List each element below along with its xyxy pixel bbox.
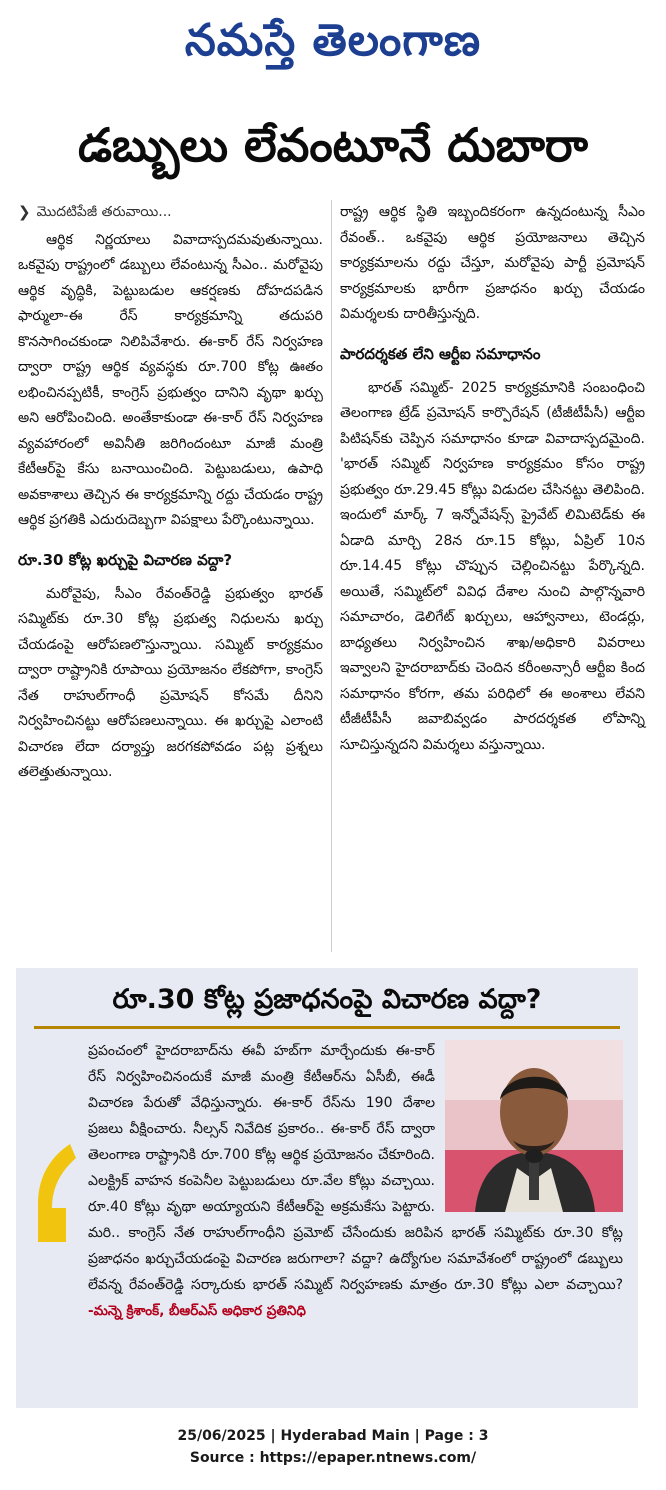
quote-signature: -మన్నె క్రిశాంక్, బీఆర్‌ఎస్ అధికార ప్రతినిధి [88,1303,306,1319]
left-paragraph-2: మరోవైపు, సీఎం రేవంత్‌రెడ్డి ప్రభుత్వం భారత్ సమ్మిట్‌కు రూ.30 కోట్ల ప్రభుత్వ నిధులను ఖర్చు చేయడంపై ఆరోపణలొస్తున్నాయి. సమ్మిట్ కార్యక్రమం ద్వారా రాష్ట్రానికి రూపాయి ప్రయోజనం లేకపోగా, కాంగ్రెస్ నేత రాహుల్‌గాంధీ ప్రమోషన్ కోసమే దీనిని నిర్వహించినట్టు ఆరోపణలున్నాయి. ఈ ఖర్చుపై ఎలాంటి విచారణ లేదా దర్యాప్తు జరగకపోవడం పట్ల ప్రశ్నలు తలెత్తుతున్నాయి. [18,585,323,780]
chevron-right-icon: ❯ [18,203,31,221]
left-subhead: రూ.30 కోట్ల ఖర్చుపై విచారణ వద్దా? [18,550,233,569]
headline: డబ్బులు లేవంటూనే దుబారా [77,118,589,172]
continued-from-front-page [18,200,323,226]
right-paragraph-2: భారత్ సమ్మిట్- 2025 కార్యక్రమానికి సంబంధించి తెలంగాణ ట్రేడ్ ప్రమోషన్ కార్పొరేషన్ (టీజీటీపీసీ) ఆర్టీఐ పిటిషన్‌కు చెప్పిన సమాధానం కూడా వివాదాస్పదమైంది. 'భారత్ సమ్మిట్ నిర్వహణ కార్యక్రమం కోసం రాష్ట్ర ప్రభుత్వం రూ.29.45 కోట్లు విడుదల చేసినట్టు తెలిపింది. ఇందులో మార్క్ 7 ఇన్నోవేషన్స్ ప్రైవేట్ లిమిటెడ్‌కు ఈ ఏడాది మార్చి 28న రూ.15 కోట్లు, ఏప్రిల్ 10న రూ.14.45 కోట్లు చొప్పున చెల్లించినట్టు పేర్కొన్నది. అయితే, సమ్మిట్‌లో వివిధ దేశాల నుంచి పాల్గొన్నవారి సమాచారం, డెలిగేట్ ఖర్చులు, ఆహ్వానాలు, టెండర్లు, బాధ్యతలు నిర్వహించిన శాఖ/అధికారి వివరాలు ఇవ్వాలని హైదరాబాద్‌కు చెందిన కరీంఅన్సారీ ఆర్టీఐ కింద సమాధానం కోరగా, తమ పరిధిలో ఈ అంశాలు లేవని టీజీటీపీసీ జవాబివ్వడం పారదర్శకత లోపాన్ని సూచిస్తున్నదని విమర్శలు వస్తున్నాయి. [340,379,645,753]
masthead-logo: నమస్తే తెలంగాణ [184,15,482,66]
page-footer [0,1425,666,1469]
right-subhead: పారదర్శకత లేని ఆర్టీఐ సమాధానం [340,344,541,363]
article-left-column [18,200,323,796]
column-divider [331,200,332,952]
jump-label: మొదటిపేజీ తరువాయి... [36,204,172,220]
source-line: Source : https://epaper.ntnews.com/ [189,1450,477,1466]
quote-body: ప్రపంచంలో హైదరాబాద్‌ను ఈవీ హబ్‌గా మార్చేందుకు ఈ-కార్ రేస్ నిర్వహించినందుకే మాజీ మంత్రి కేటీఆర్‌ను ఏసీబీ, ఈడీ విచారణ పేరుతో వేధిస్తున్నారు. ఈ-కార్ రేస్‌ను 190 దేశాల ప్రజలు వీక్షించారు. నీల్సన్ నివేదిక ప్రకారం.. ఈ-కార్ రేస్ ద్వారా తెలంగాణ రాష్ట్రానికి రూ.700 కోట్ల ఆర్థిక ప్రయోజనం చేకూరింది. ఎలక్ట్రిక్ వాహన కంపెనీల పెట్టుబడులు రూ.వేల కోట్లు వచ్చాయి. రూ.40 కోట్లు వృథా అయ్యాయని కేటీఆర్‌పై అక్రమకేసు పెట్టారు. మరి.. కాంగ్రెస్ నేత రాహుల్‌గాంధీని ప్రమోట్ చేసేందుకు జరిపిన భారత్ సమ్మిట్‌కు రూ.30 కోట్ల ప్రజాధనం ఖర్చుచేయడంపై విచారణ జరుగాలా? వద్దా? ఉద్యోగుల సమావేశంలో రాష్ట్రంలో డబ్బులు లేవన్న రేవంత్‌రెడ్డి సర్కారుకు భారత్ సమ్మిట్ నిర్వహణకు మాత్రం రూ.30 కోట్లు ఎలా వచ్చాయి? [88,1043,623,1293]
quote-box [16,968,638,1408]
spokesperson-photo [445,1040,623,1212]
left-paragraph-1: ఆర్థిక నిర్ణయాలు వివాదాస్పదమవుతున్నాయి. ఒకవైపు రాష్ట్రంలో డబ్బులు లేవంటున్న సీఎం.. మరోవైపు ఆర్థిక వృద్ధికి, పెట్టుబడుల ఆకర్షణకు దోహదపడిన ఫార్ములా-ఈ రేస్ కార్యక్రమాన్ని తదుపరి కొనసాగించకుండా నిలిపివేశారు. ఈ-కార్ రేస్ నిర్వహణ ద్వారా రాష్ట్ర ఆర్థిక వ్యవస్థకు రూ.700 కోట్ల ఊతం లభించినప్పటికీ, కాంగ్రెస్ ప్రభుత్వం దానిని వృథా ఖర్చు అని ఆరోపించింది. అంతేకాకుండా ఈ-కార్ రేస్ నిర్వహణ వ్యవహారంలో అవినీతి జరిగిందంటూ మాజీ మంత్రి కేటీఆర్‌పై కేసు బనాయించింది. పెట్టుబడులు, ఉపాధి అవకాశాలు తెచ్చిన ఈ కార్యక్రమాన్ని రద్దు చేయడం రాష్ట్ర ఆర్థిక ప్రగతికి ఎదురుదెబ్బగా విపక్షాలు పేర్కొంటున్నాయి. [18,231,323,528]
article-right-column [340,200,645,768]
quote-box-rule [34,1026,620,1029]
quote-mark-icon [30,1138,80,1248]
quote-text-block [88,1038,623,1324]
portrait-image [445,1040,623,1212]
edition-line: 25/06/2025 | Hyderabad Main | Page : 3 [177,1428,489,1444]
quote-box-title: రూ.30 కోట్ల ప్రజాధనంపై విచారణ వద్దా? [112,984,542,1015]
right-paragraph-1: రాష్ట్ర ఆర్థిక స్థితి ఇబ్బందికరంగా ఉన్నదంటున్న సీఎం రేవంత్.. ఒకవైపు ఆర్థిక ప్రయోజనాలు తెచ్చిన కార్యక్రమాలను రద్దు చేస్తూ, మరోవైపు పార్టీ ప్రమోషన్ కార్యక్రమాలకు భారీగా ప్రజాధనం ఖర్చు చేయడం విమర్శలకు దారితీస్తున్నది. [340,204,645,322]
